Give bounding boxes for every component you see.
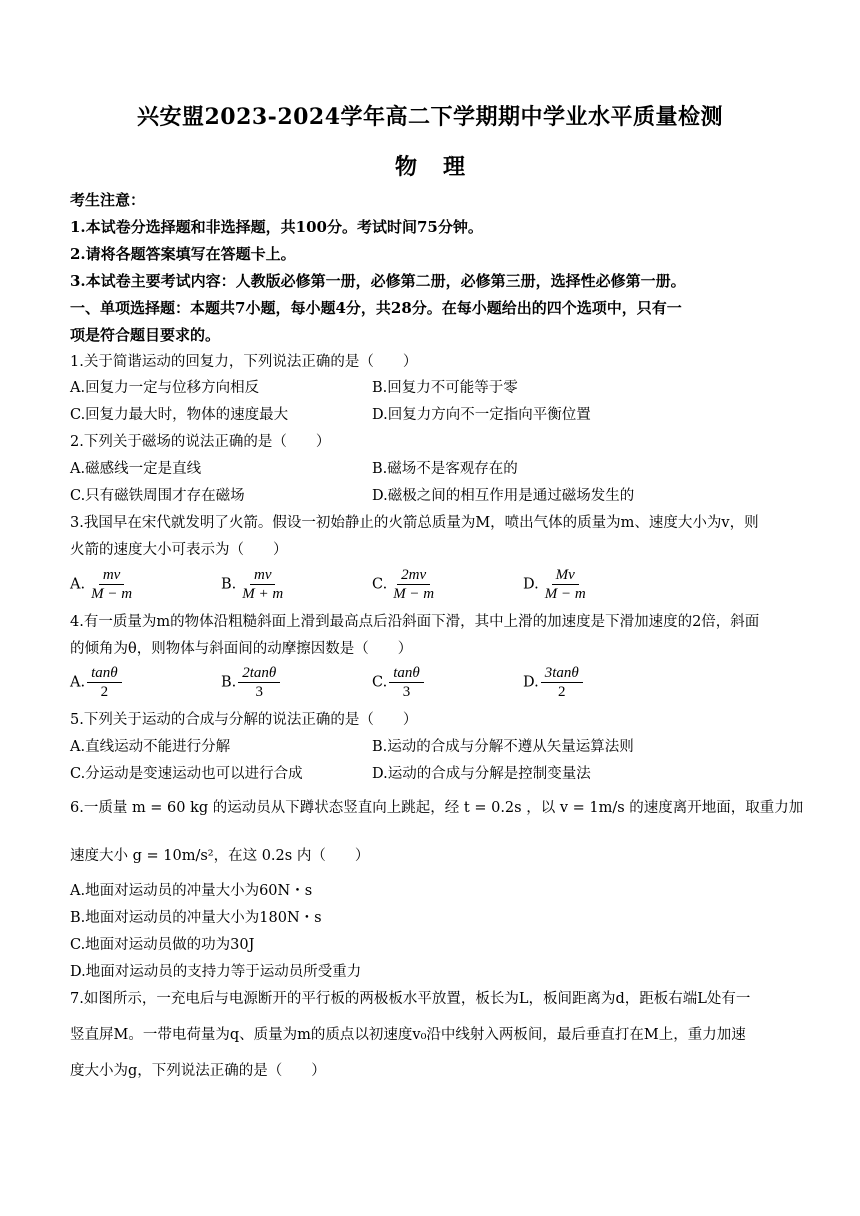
q4-option-c: C. $\frac{\tan\theta}{3}$ — [372, 664, 424, 701]
q3-option-a-fraction: $\frac{mv}{M - m}$ — [91, 567, 133, 602]
q7-stem-line-3: 度大小为g，下列说法正确的是（ ） — [70, 1063, 326, 1079]
q4-stem-line-2: 的倾角为θ，则物体与斜面间的动摩擦因数是（ ） — [70, 641, 413, 657]
q4-option-b-fraction: $\frac{2\tan\theta}{3}$ — [238, 664, 280, 701]
q5-option-d: D.运动的合成与分解是控制变量法 — [372, 766, 591, 782]
q7-stem-line-1: 7.如图所示，一充电后与电源断开的平行板的两极板水平放置，板长为L，板间距离为d，距板右端L处有一 — [70, 991, 751, 1007]
q5-option-c: C.分运动是变速运动也可以进行合成 — [70, 766, 303, 782]
q6-stem-line-1: 6.一质量 m = 60 kg 的运动员从下蹲状态竖直向上跳起，经 t = 0.2s ，以 v = 1m/s 的速度离开地面，取重力加 — [70, 800, 804, 816]
q2-option-d: D.磁极之间的相互作用是通过磁场发生的 — [372, 488, 635, 504]
q4-option-b: B. $\frac{2\tan\theta}{3}$ — [221, 664, 280, 701]
q3-option-d: D. $\frac{Mv}{M - m}$ — [523, 566, 590, 603]
notice-heading: 考生注意： — [70, 191, 146, 209]
q5-option-a: A.直线运动不能进行分解 — [70, 739, 231, 755]
q1-option-c: C.回复力最大时，物体的速度最大 — [70, 407, 289, 423]
q2-stem: 2.下列关于磁场的说法正确的是（ ） — [70, 434, 331, 450]
q1-option-b: B.回复力不可能等于零 — [372, 380, 518, 396]
notice-item-1: 1.本试卷分选择题和非选择题，共100分。考试时间75分钟。 — [70, 218, 483, 236]
notice-item-3: 3.本试卷主要考试内容：人教版必修第一册，必修第二册，必修第三册，选择性必修第一册。 — [70, 272, 686, 290]
section-heading-line-2: 项是符合题目要求的。 — [70, 326, 221, 344]
q2-option-b: B.磁场不是客观存在的 — [372, 461, 518, 477]
q4-option-a: A. $\frac{\tan\theta}{2}$ — [70, 664, 122, 701]
q3-option-c-fraction: $\frac{2mv}{M - m}$ — [393, 567, 435, 602]
q1-option-a: A.回复力一定与位移方向相反 — [70, 380, 260, 396]
q2-option-a: A.磁感线一定是直线 — [70, 461, 202, 477]
q4-option-d: D. $\frac{3\tan\theta}{2}$ — [523, 664, 583, 701]
q7-stem-line-2: 竖直屏M。一带电荷量为q、质量为m的质点以初速度v₀沿中线射入两板间，最后垂直打在M上，重力加速 — [70, 1027, 746, 1043]
q5-option-b: B.运动的合成与分解不遵从矢量运算法则 — [372, 739, 634, 755]
subject-title: 物理 — [394, 154, 491, 180]
q3-stem-line-2: 火箭的速度大小可表示为（ ） — [70, 542, 288, 558]
q3-option-a: A. $\frac{mv}{M - m}$ — [70, 566, 136, 603]
q6-stem-line-2: 速度大小 g = 10m/s²，在这 0.2s 内（ ） — [70, 848, 370, 864]
q6-option-b: B.地面对运动员的冲量大小为180N・s — [70, 910, 322, 926]
q3-option-b: B. $\frac{mv}{M + m}$ — [221, 566, 287, 603]
notice-item-2: 2.请将各题答案填写在答题卡上。 — [70, 245, 296, 263]
q4-option-a-fraction: $\frac{\tan\theta}{2}$ — [87, 664, 122, 701]
q3-stem-line-1: 3.我国早在宋代就发明了火箭。假设一初始静止的火箭总质量为M，喷出气体的质量为m、速度大小为v，则 — [70, 515, 759, 531]
q6-option-a: A.地面对运动员的冲量大小为60N・s — [70, 883, 313, 899]
q3-option-c: C. $\frac{2mv}{M - m}$ — [372, 566, 438, 603]
q3-option-d-fraction: $\frac{Mv}{M - m}$ — [544, 567, 586, 602]
q1-option-d: D.回复力方向不一定指向平衡位置 — [372, 407, 591, 423]
q3-option-b-fraction: $\frac{mv}{M + m}$ — [242, 567, 284, 602]
q5-stem: 5.下列关于运动的合成与分解的说法正确的是（ ） — [70, 712, 418, 728]
q4-stem-line-1: 4.有一质量为m的物体沿粗糙斜面上滑到最高点后沿斜面下滑，其中上滑的加速度是下滑加速度的2倍，斜面 — [70, 614, 760, 630]
q4-option-d-fraction: $\frac{3\tan\theta}{2}$ — [541, 664, 583, 701]
q2-option-c: C.只有磁铁周围才存在磁场 — [70, 488, 245, 504]
q1-stem: 1.关于简谐运动的回复力，下列说法正确的是（ ） — [70, 354, 418, 370]
section-heading-line-1: 一、单项选择题：本题共7小题，每小题4分，共28分。在每小题给出的四个选项中，只有一 — [70, 299, 682, 317]
q4-option-c-fraction: $\frac{\tan\theta}{3}$ — [389, 664, 424, 701]
q6-option-c: C.地面对运动员做的功为30J — [70, 937, 255, 953]
exam-title: 兴安盟2023-2024学年高二下学期期中学业水平质量检测 — [136, 104, 724, 130]
q6-option-d: D.地面对运动员的支持力等于运动员所受重力 — [70, 964, 362, 980]
